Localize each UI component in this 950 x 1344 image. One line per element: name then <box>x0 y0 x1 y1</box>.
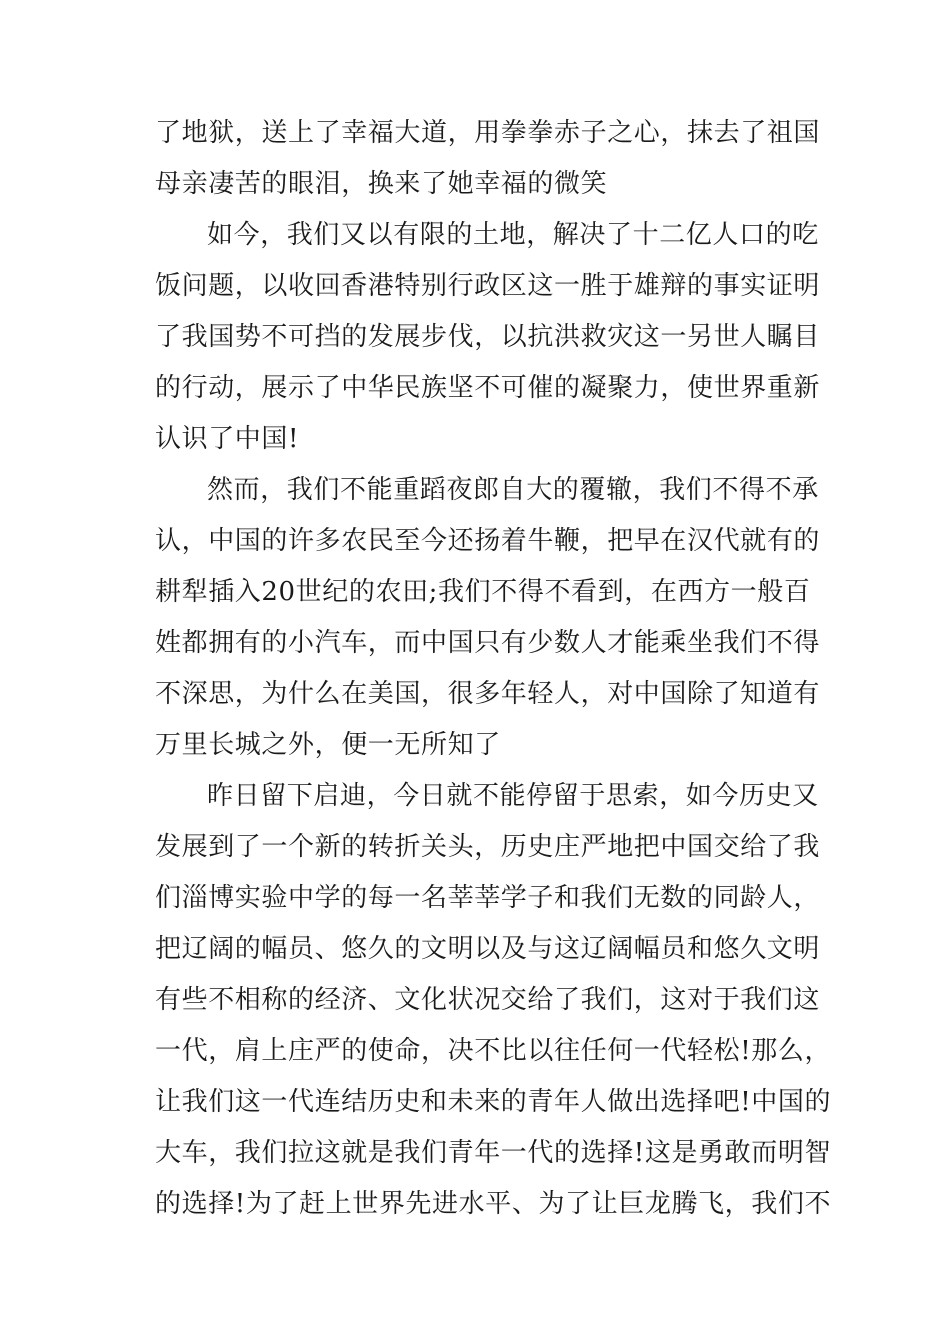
text-line: 把辽阔的幅员、悠久的文明以及与这辽阔幅员和悠久文明 <box>155 934 821 964</box>
text-line: 耕犁插入20世纪的农田;我们不得不看到，在西方一般百 <box>155 577 811 607</box>
text-line: 们淄博实验中学的每一名莘莘学子和我们无数的同龄人， <box>155 883 821 913</box>
text-line: 的选择!为了赶上世界先进水平、为了让巨龙腾飞，我们不 <box>155 1189 832 1219</box>
text-line: 姓都拥有的小汽车，而中国只有少数人才能乘坐我们不得 <box>155 628 821 658</box>
text-line: 认，中国的许多农民至今还扬着牛鞭，把早在汉代就有的 <box>155 526 821 556</box>
text-line: 万里长城之外，便一无所知了 <box>155 730 501 760</box>
text-line: 了地狱，送上了幸福大道，用拳拳赤子之心，抹去了祖国 <box>155 118 821 148</box>
text-line: 如今，我们又以有限的土地，解决了十二亿人口的吃 <box>207 220 819 250</box>
text-line: 饭问题，以收回香港特别行政区这一胜于雄辩的事实证明 <box>155 271 821 301</box>
text-line: 发展到了一个新的转折关头，历史庄严地把中国交给了我 <box>155 832 821 862</box>
text-line: 然而，我们不能重蹈夜郎自大的覆辙，我们不得不承 <box>207 475 819 505</box>
document-body <box>155 108 832 1230</box>
text-line: 大车，我们拉这就是我们青年一代的选择!这是勇敢而明智 <box>155 1138 832 1168</box>
text-line: 让我们这一代连结历史和未来的青年人做出选择吧!中国的 <box>155 1087 832 1117</box>
text-line: 不深思，为什么在美国，很多年轻人，对中国除了知道有 <box>155 679 821 709</box>
text-line: 认识了中国! <box>155 424 300 454</box>
text-line: 一代，肩上庄严的使命，决不比以往任何一代轻松!那么， <box>155 1036 832 1066</box>
text-line: 昨日留下启迪，今日就不能停留于思索，如今历史又 <box>207 781 819 811</box>
text-line: 了我国势不可挡的发展步伐，以抗洪救灾这一另世人瞩目 <box>155 322 821 352</box>
text-line: 有些不相称的经济、文化状况交给了我们，这对于我们这 <box>155 985 821 1015</box>
text-line: 母亲凄苦的眼泪，换来了她幸福的微笑 <box>155 169 608 199</box>
text-line: 的行动，展示了中华民族坚不可催的凝聚力，使世界重新 <box>155 373 821 403</box>
